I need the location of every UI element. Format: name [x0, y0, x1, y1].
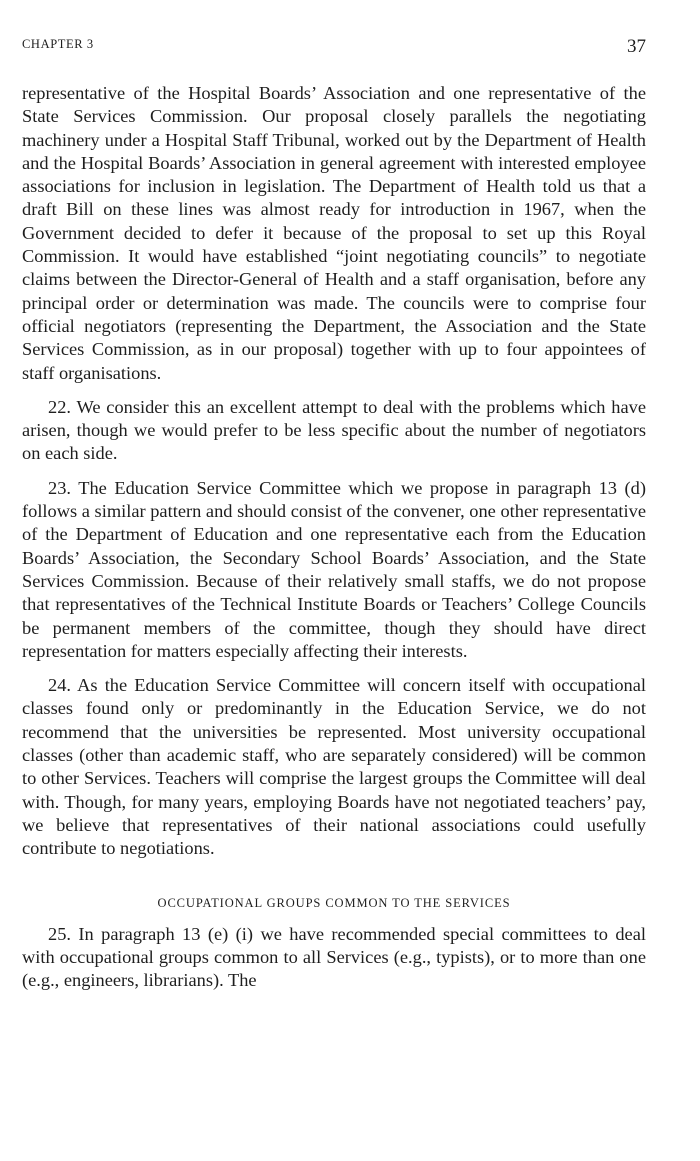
paragraph-continuation: representative of the Hospital Boards’ Association and one representative of the State Services Commission. Our proposal closely parallels the negotiating machinery under a Hospital Staff Tribunal, worked out by the Department of Health and the Hospital Boards’ Association in general agreement with interested employee associations for inclusion in legislation. The Department of Health told us that a draft Bill on these lines was almost ready for introduction in 1967, when the Government decided to defer it because of the proposal to set up this Royal Commission. It would have established “joint negotiating councils” to negotiate claims between the Director-General of Health and a staff organisation, before any principal order or determination was made. The councils were to comprise four official negotiators (representing the Department, the Association and the State Services Commission, as in our proposal) together with up to four appointees of staff organisations.	[22, 83, 646, 383]
paragraph-23: 23. The Education Service Committee which we propose in paragraph 13 (d) follows a similar pattern and should consist of the convener, one other representative of the Department of Education and one representative each from the Education Boards’ Association, the Secondary School Boards’ Association, and the State Services Commission. Because of their relatively small staffs, we do not propose that representatives of the Technical Institute Boards or Teachers’ College Councils be permanent members of the committee, though they should have direct representation for matters especially affecting their interests.	[22, 477, 646, 661]
section-heading: OCCUPATIONAL GROUPS COMMON TO THE SERVICES	[157, 895, 511, 910]
paragraph-22: 22. We consider this an excellent attempt to deal with the problems which have arisen, though we would prefer to be less specific about the number of negotiators on each side.	[22, 396, 646, 464]
paragraph-25: 25. In paragraph 13 (e) (i) we have recommended special committees to deal with occupational groups common to all Services (e.g., typists), or to more than one (e.g., engineers, librarians). The	[22, 923, 646, 991]
page-number: 37	[627, 36, 646, 57]
running-head	[22, 36, 646, 64]
paragraph-24: 24. As the Education Service Committee will concern itself with occupational classes found only or predominantly in the Education Service, we do not recommend that the universities be represented. Most university occupational classes (other than academic staff, who are separately considered) will be common to other Services. Teachers will comprise the largest groups the Committee will deal with. Though, for many years, employing Boards have not negotiated teachers’ pay, we believe that representatives of their national associations could usefully contribute to negotiations.	[22, 675, 646, 859]
body-text	[22, 82, 646, 992]
chapter-label: CHAPTER 3	[22, 37, 94, 51]
